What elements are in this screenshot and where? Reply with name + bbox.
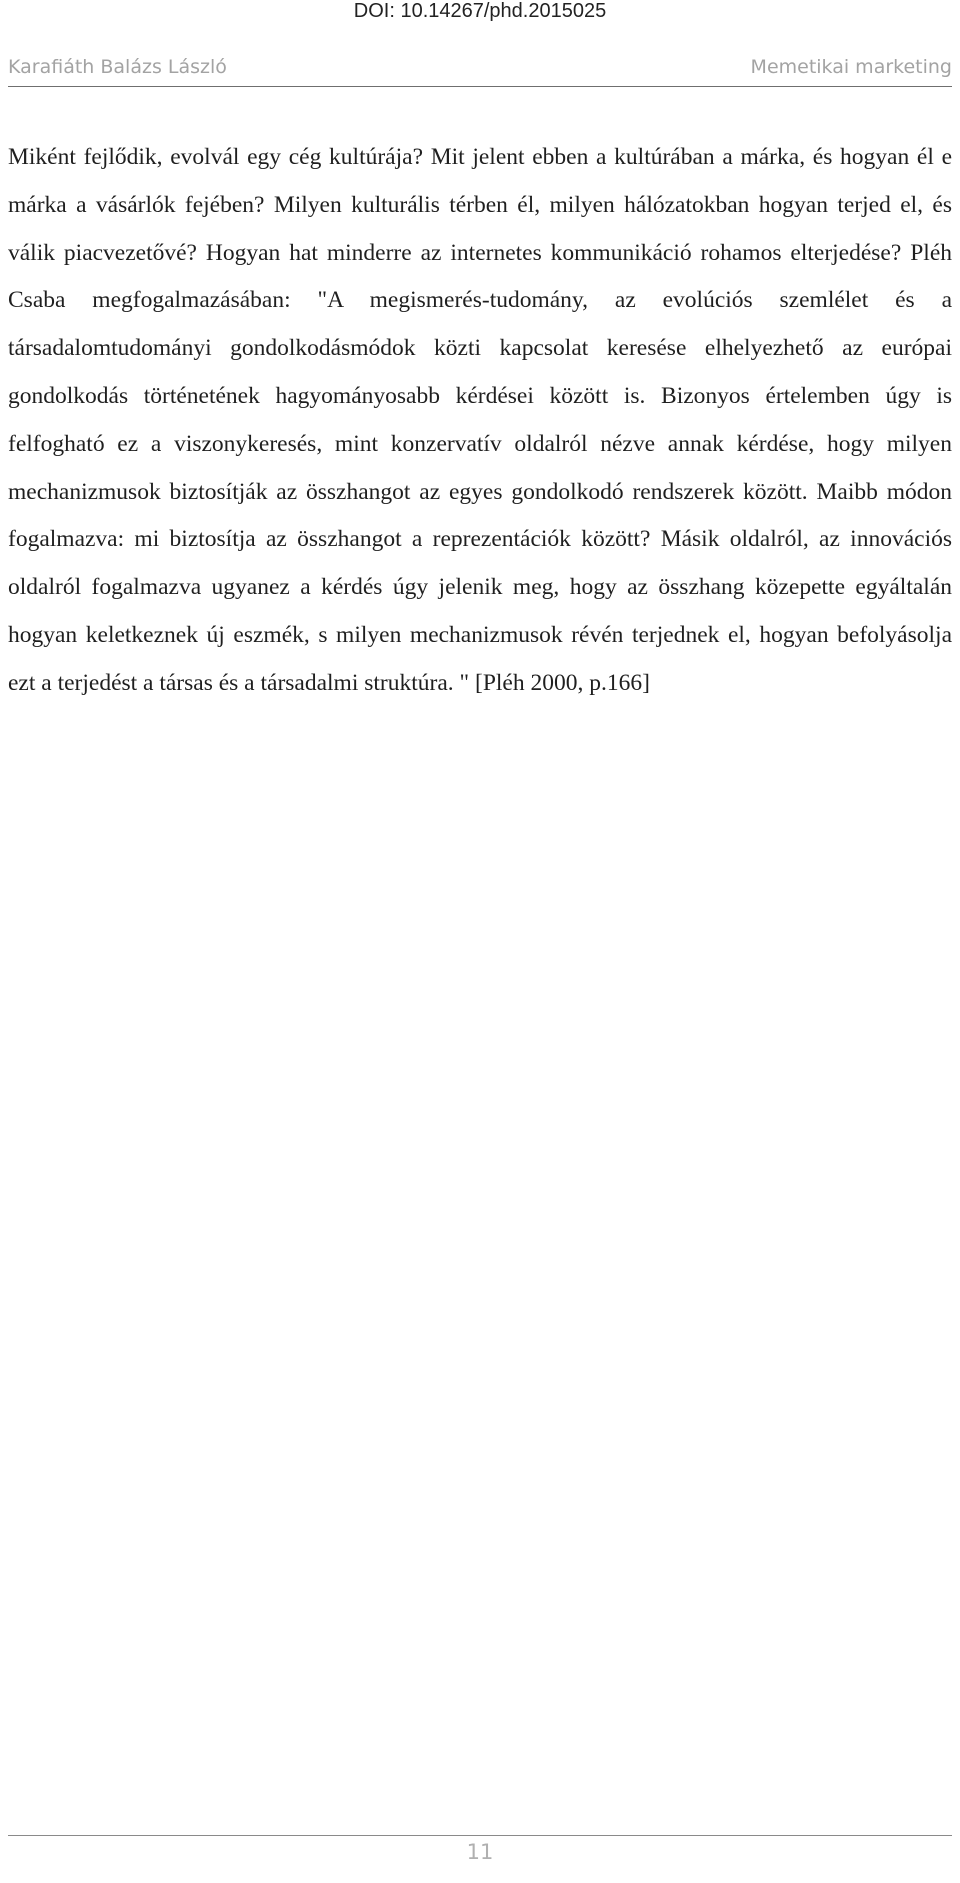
running-header <box>8 52 952 87</box>
doi-label: DOI: 10.14267/phd.2015025 <box>353 0 607 22</box>
header-author: Karafiáth Balázs László <box>8 56 227 78</box>
footer-divider <box>8 1835 952 1836</box>
body-paragraph: Miként fejlődik, evolvál egy cég kultúrája? Mit jelent ebben a kultúrában a márka, és hogyan él e márka a vásárlók fejében? Milyen kulturális térben él, milyen hálózatokban hogyan terjed el, és válik piacvezetővé? Hogyan hat minderre az internetes kommunikáció rohamos elterjedése? Pléh Csaba megfogalmazásában: "A megismerés-tudomány, az evolúciós szemlélet és a társadalomtudományi gondolkodásmódok közti kapcsolat keresése elhelyezhető az európai gondolkodás történetének hagyományosabb kérdései között is. Bizonyos értelemben úgy is felfogható ez a viszonykeresés, mint konzervatív oldalról nézve annak kérdése, hogy milyen mechanizmusok biztosítják az összhangot az egyes gondolkodó rendszerek között. Maibb módon fogalmazva: mi biztosítja az összhangot a reprezentációk között? Másik oldalról, az innovációs oldalról fogalmazva ugyanez a kérdés úgy jelenik meg, hogy az összhang közepette egyáltalán hogyan keletkeznek új eszmék, s milyen mechanizmusok révén terjednek el, hogyan befolyásolja ezt a terjedést a társas és a társadalmi struktúra. " [Pléh 2000, p.166] <box>8 144 952 696</box>
header-title: Memetikai marketing <box>750 56 952 78</box>
page-number: 11 <box>466 1840 494 1864</box>
